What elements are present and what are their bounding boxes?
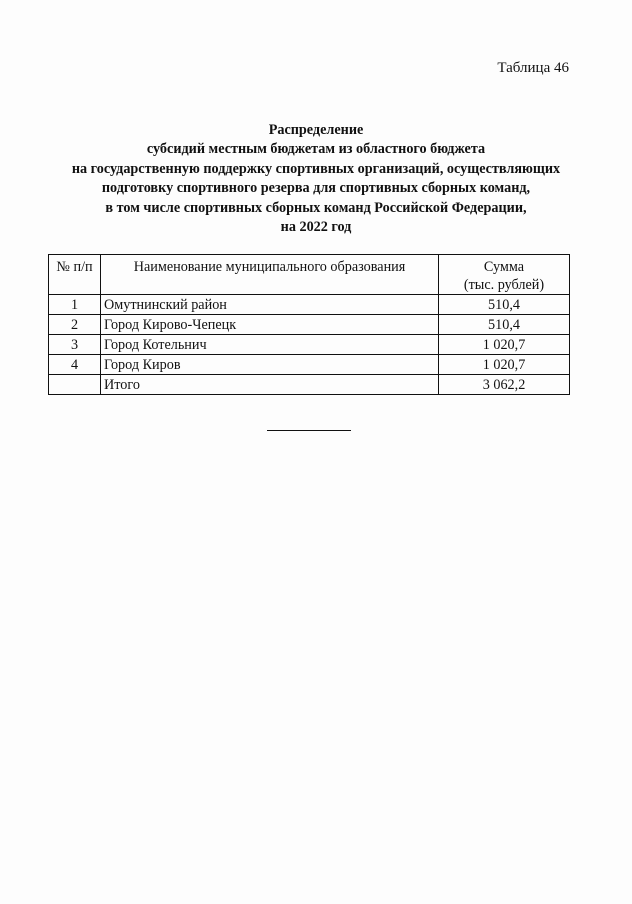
row-number: 2 — [49, 315, 101, 335]
row-number: 1 — [49, 295, 101, 315]
row-name: Город Кирово-Чепецк — [101, 315, 439, 335]
header-sum-title: Сумма — [483, 259, 525, 275]
distribution-table — [48, 254, 570, 395]
table-row — [49, 335, 570, 355]
row-sum: 1 020,7 — [439, 335, 570, 355]
table-row — [49, 295, 570, 315]
table-row — [49, 315, 570, 335]
row-name: Омутнинский район — [101, 295, 439, 315]
table-row — [49, 355, 570, 375]
heading-line: субсидий местным бюджетам из областного бюджета — [146, 141, 486, 158]
total-number — [49, 375, 101, 395]
row-sum: 510,4 — [439, 315, 570, 335]
heading-line: на 2022 год — [280, 219, 352, 236]
row-name: Город Киров — [101, 355, 439, 375]
heading-line: на государственную поддержку спортивных организаций, осуществляющих — [71, 160, 561, 177]
row-sum: 510,4 — [439, 295, 570, 315]
document-heading — [0, 121, 632, 237]
total-label: Итого — [101, 375, 439, 395]
row-name: Город Котельнич — [101, 335, 439, 355]
heading-line: подготовку спортивного резерва для спортивных сборных команд, — [101, 180, 531, 197]
closing-divider — [267, 430, 351, 431]
row-number: 3 — [49, 335, 101, 355]
table-header-row — [49, 255, 570, 295]
header-number: № п/п — [49, 255, 101, 295]
header-sum-unit: (тыс. рублей) — [463, 277, 545, 293]
header-sum — [439, 255, 570, 295]
total-sum: 3 062,2 — [439, 375, 570, 395]
heading-line: Распределение — [268, 122, 364, 138]
row-sum: 1 020,7 — [439, 355, 570, 375]
total-row — [49, 375, 570, 395]
header-name: Наименование муниципального образования — [101, 255, 439, 295]
row-number: 4 — [49, 355, 101, 375]
table-number: Таблица 46 — [497, 60, 569, 76]
heading-line: в том числе спортивных сборных команд Российской Федерации, — [105, 199, 527, 216]
